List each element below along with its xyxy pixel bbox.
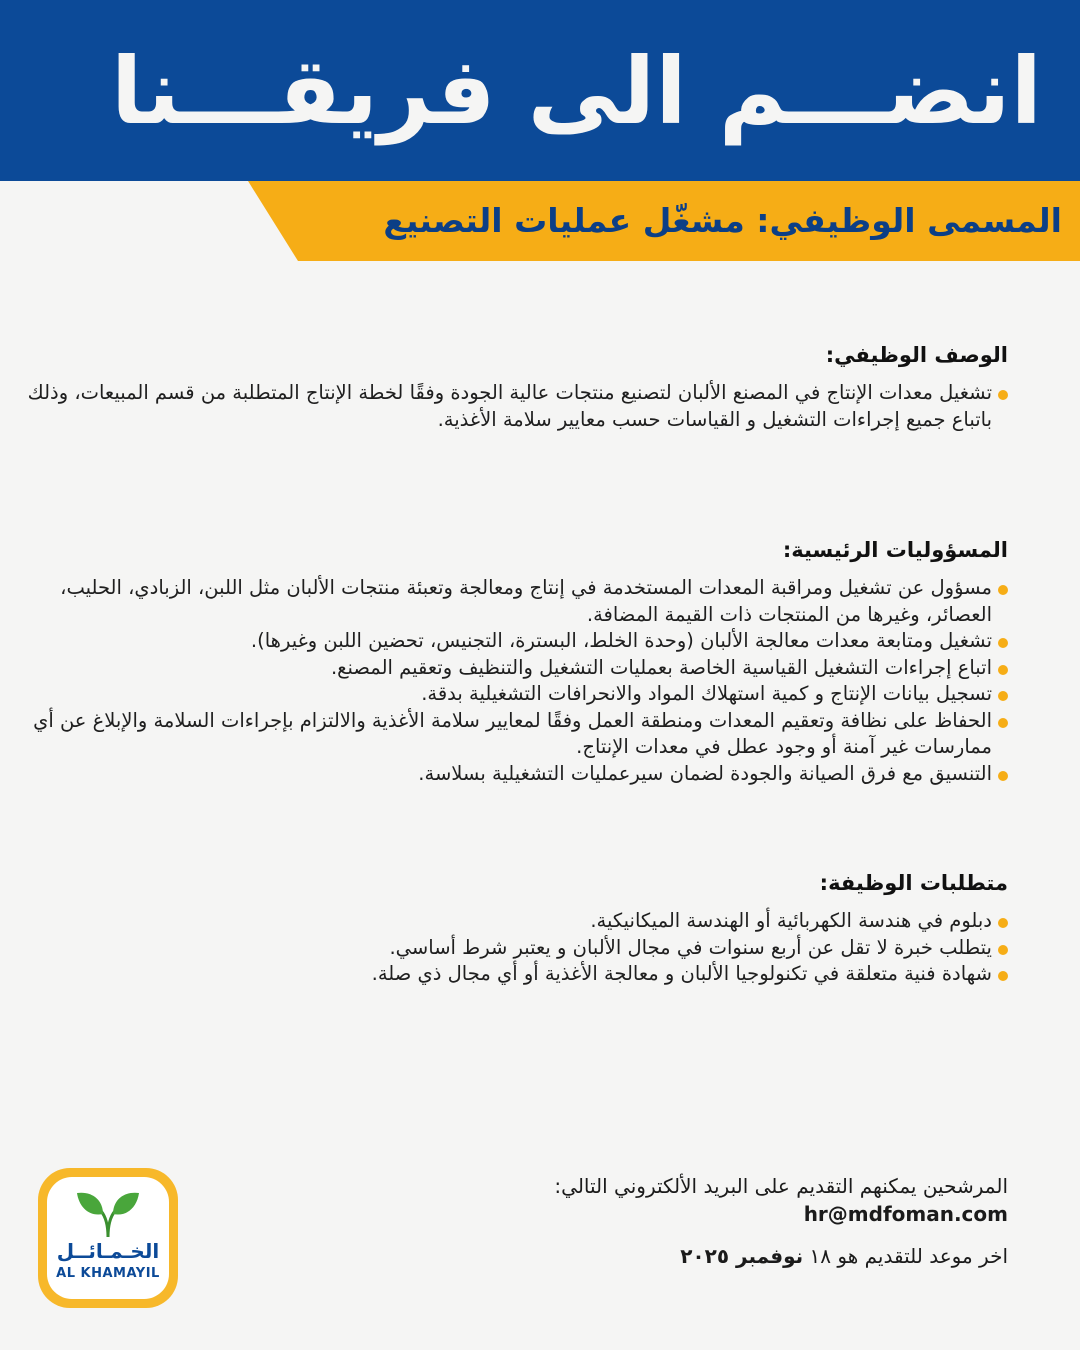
list-item — [8, 708, 1008, 761]
responsibilities-section — [8, 535, 1008, 787]
list-item — [8, 681, 1008, 708]
bullet-dot-icon — [998, 390, 1008, 400]
list-item — [8, 961, 1008, 988]
list-item-text: مسؤول عن تشغيل ومراقبة المعدات المستخدمة في إنتاج ومعالجة وتعبئة منتجات الألبان مثل اللبن، الزبادي، الحليب، العصائر، وغيرها من المنتجات ذات القيمة المضافة. — [60, 576, 992, 626]
bullet-dot-icon — [998, 585, 1008, 595]
list-item-text: تشغيل ومتابعة معدات معالجة الألبان (وحدة الخلط، البسترة، التجنيس، تحضين اللبن وغيرها). — [250, 629, 992, 652]
email-link[interactable]: hr@mdfoman.com — [803, 1202, 1008, 1226]
job-title: المسمى الوظيفي: مشغّل عمليات التصنيع — [383, 201, 1062, 240]
list-item — [8, 655, 1008, 682]
bullet-dot-icon — [998, 971, 1008, 981]
logo-arabic-name: الخـمـائــل — [56, 1239, 160, 1263]
list-item — [8, 380, 1008, 433]
bullet-dot-icon — [998, 691, 1008, 701]
requirements-section — [8, 868, 1008, 988]
list-item-text: اتباع إجراءات التشغيل القياسية الخاصة بعمليات التشغيل والتنظيف وتعقيم المصنع. — [330, 655, 992, 679]
page-headline: انضـــم الى فريقـــنا — [110, 38, 1042, 145]
bullet-dot-icon — [998, 638, 1008, 648]
leaf-icon — [75, 1187, 141, 1239]
logo-inner-badge — [47, 1177, 169, 1299]
list-item-text: شهادة فنية متعلقة في تكنولوجيا الألبان و معالجة الأغذية أو أي مجال ذي صلة. — [371, 962, 992, 985]
deadline-date: نوفمبر ٢٠٢٥ — [680, 1244, 804, 1268]
deadline-prefix: اخر موعد للتقديم هو ١٨ — [809, 1244, 1008, 1268]
deadline-text — [308, 1242, 1008, 1270]
bullet-dot-icon — [998, 718, 1008, 728]
bullet-dot-icon — [998, 945, 1008, 955]
logo-english-name: AL KHAMAYIL — [56, 1266, 160, 1281]
list-item-text: تشغيل معدات الإنتاج في المصنع الألبان لتصنيع منتجات عالية الجودة وفقًا لخطة الإنتاج المتطلبة من قسم المبيعات، وذلك باتباع جميع إجراءات التشغيل و القياسات حسب معايير سلامة الأغذية. — [27, 381, 992, 431]
job-description-heading: الوصف الوظيفي: — [825, 343, 1008, 367]
job-description-list — [8, 380, 1008, 433]
requirements-heading: متطلبات الوظيفة: — [819, 871, 1008, 895]
bullet-dot-icon — [998, 918, 1008, 928]
company-logo — [38, 1168, 178, 1308]
job-description-section — [8, 340, 1008, 433]
list-item-text: دبلوم في هندسة الكهربائية أو الهندسة الميكانيكية. — [590, 909, 992, 932]
list-item-text: يتطلب خبرة لا تقل عن أربع سنوات في مجال الألبان و يعتبر شرط أساسي. — [389, 935, 992, 959]
bullet-dot-icon — [998, 665, 1008, 675]
list-item — [8, 908, 1008, 935]
list-item — [8, 935, 1008, 962]
responsibilities-list — [8, 575, 1008, 787]
apply-instruction: المرشحين يمكنهم التقديم على البريد الألكتروني التالي: — [554, 1174, 1008, 1198]
contact-block — [308, 1172, 1008, 1270]
requirements-list — [8, 908, 1008, 988]
responsibilities-heading: المسؤوليات الرئيسية: — [782, 538, 1008, 562]
list-item-text: التنسيق مع فرق الصيانة والجودة لضمان سيرعمليات التشغيلية بسلاسة. — [418, 761, 992, 785]
list-item-text: تسجيل بيانات الإنتاج و كمية استهلاك المواد والانحرافات التشغيلية بدقة. — [421, 682, 992, 705]
list-item — [8, 575, 1008, 628]
list-item — [8, 628, 1008, 655]
list-item — [8, 761, 1008, 788]
list-item-text: الحفاظ على نظافة وتعقيم المعدات ومنطقة العمل وفقًا لمعايير سلامة الأغذية والالتزام بإجراءات السلامة والإبلاغ عن أي ممارسات غير آمنة أو وجود عطل في معدات الإنتاج. — [33, 708, 992, 758]
bullet-dot-icon — [998, 771, 1008, 781]
